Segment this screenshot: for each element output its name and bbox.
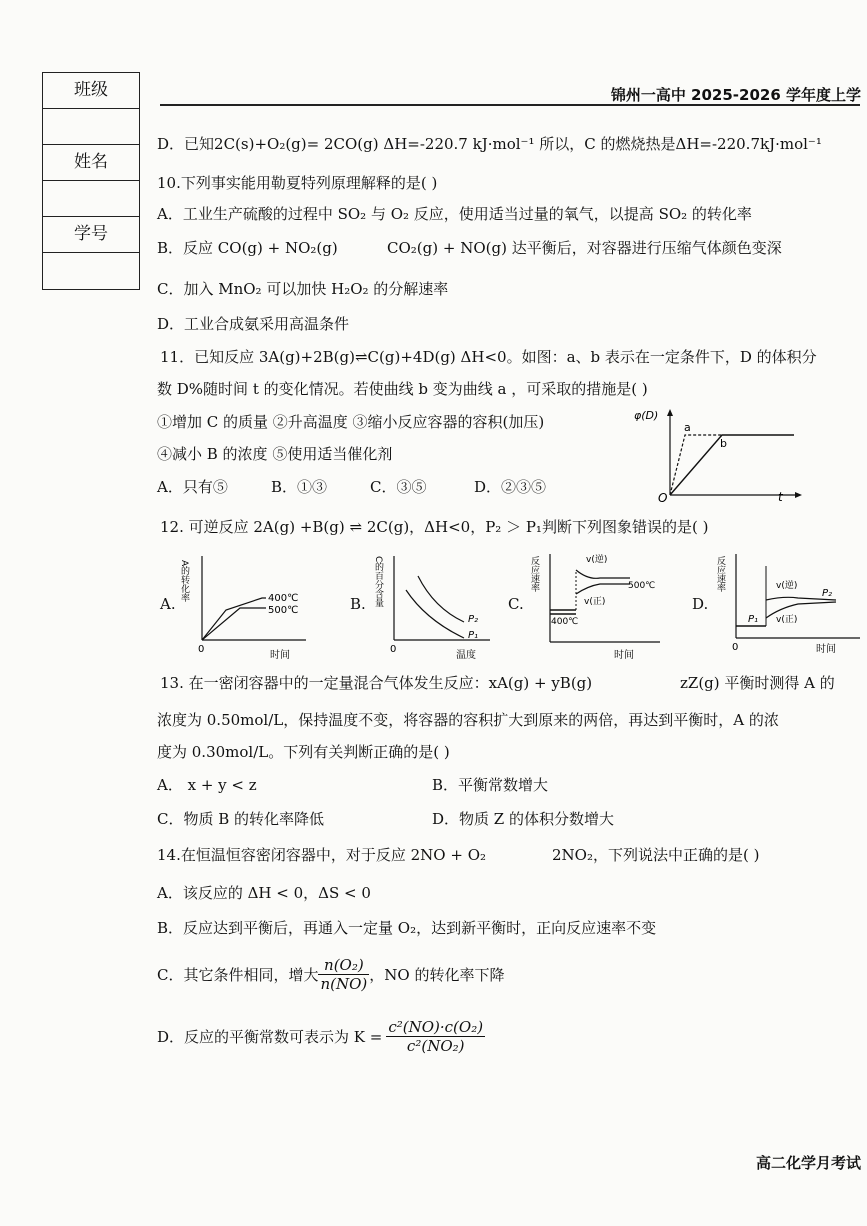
q14-c-den: n(NO) xyxy=(320,975,368,993)
class-label: 班级 xyxy=(43,73,139,109)
q14-d-text-left: D．反应的平衡常数可表示为 K = xyxy=(157,1028,383,1046)
q12d-p2: P₂ xyxy=(822,588,833,599)
q14-d-fraction xyxy=(386,1018,485,1055)
q12c-vdown: v(正) xyxy=(584,597,606,607)
q11-curve-b xyxy=(670,435,794,495)
q14-stem-left: 14.在恒温恒容密闭容器中，对于反应 2NO + O₂ xyxy=(157,846,487,864)
q11-label-b: b xyxy=(720,437,727,450)
q11-choices-1: ①增加 C 的质量 ②升高温度 ③缩小反应容器的容积(加压) xyxy=(157,413,545,431)
q12d-ylabel: 反应速率 xyxy=(715,556,725,592)
name-field[interactable] xyxy=(43,181,139,217)
q12d-xlabel: 时间 xyxy=(816,644,836,655)
q12b-ylabel: C的百分含量 xyxy=(373,556,383,608)
q13-option-c: C．物质 B 的转化率降低 xyxy=(157,810,325,828)
q11-origin: O xyxy=(658,491,668,505)
q14-c-num: n(O₂) xyxy=(318,956,369,975)
q11-graph xyxy=(630,405,805,505)
q13-stem-1-right: zZ(g) 平衡时测得 A 的 xyxy=(680,674,835,692)
q11-option-d: D．②③⑤ xyxy=(474,478,547,496)
q13-option-a: A． x + y < z xyxy=(157,776,257,794)
q14-option-c xyxy=(157,956,504,993)
q12b-origin: 0 xyxy=(390,644,397,655)
q11-choices-2: ④减小 B 的浓度 ⑤使用适当催化剂 xyxy=(157,445,393,463)
q11-stem-2: 数 D%随时间 t 的变化情况。若使曲线 b 变为曲线 a ，可采取的措施是( ) xyxy=(157,380,648,398)
q12-option-d: D. xyxy=(692,595,709,613)
q11-option-b: B．①③ xyxy=(271,478,328,496)
q12a-xlabel: 时间 xyxy=(270,650,290,661)
class-field[interactable] xyxy=(43,109,139,145)
q13-stem-1-left: 13. 在一密闭容器中的一定量混合气体发生反应：xA(g) + yB(g) xyxy=(160,674,593,692)
q12c-ylabel: 反应速率 xyxy=(529,556,539,592)
q14-c-text-left: C．其它条件相同，增大 xyxy=(157,966,319,984)
q11-label-a: a xyxy=(684,421,691,434)
q10-option-b-right: CO₂(g) + NO(g) 达平衡后，对容器进行压缩气体颜色变深 xyxy=(387,239,782,257)
name-label: 姓名 xyxy=(43,145,139,181)
student-id-label: 学号 xyxy=(43,217,139,253)
q12-graph-b xyxy=(372,550,497,662)
q14-stem-right: 2NO₂，下列说法中正确的是( ) xyxy=(552,846,760,864)
footer-title: 高二化学月考试 xyxy=(755,1154,861,1172)
q14-option-a: A．该反应的 ΔH < 0，ΔS < 0 xyxy=(157,884,371,902)
q10-option-c: C．加入 MnO₂ 可以加快 H₂O₂ 的分解速率 xyxy=(157,280,449,298)
q14-d-den: c²(NO₂) xyxy=(406,1037,465,1055)
q12c-down xyxy=(576,584,630,594)
school-title: 锦州一高中 2025-2026 学年度上学 xyxy=(610,86,861,104)
q12b-curve-p1 xyxy=(406,590,464,638)
q11-y-label: φ(D) xyxy=(634,409,659,422)
q10-option-d: D．工业合成氨采用高温条件 xyxy=(157,315,350,333)
q12d-vup: v(逆) xyxy=(776,581,798,591)
q12b-xlabel: 温度 xyxy=(456,650,476,661)
q12a-origin: 0 xyxy=(198,644,205,655)
q11-option-a: A．只有⑤ xyxy=(157,478,228,496)
q12-option-a: A. xyxy=(160,595,176,613)
q12c-up xyxy=(576,570,630,578)
q12a-curve-400 xyxy=(202,598,266,640)
q12a-l1: 400℃ xyxy=(268,593,299,604)
q11-x-label: t xyxy=(778,490,783,504)
q12-option-c: C. xyxy=(508,595,524,613)
q10-option-b-left: B．反应 CO(g) + NO₂(g) xyxy=(157,239,338,257)
q14-option-b: B．反应达到平衡后，再通入一定量 O₂，达到新平衡时，正向反应速率不变 xyxy=(157,919,657,937)
student-id-field[interactable] xyxy=(43,253,139,288)
q12-option-b: B. xyxy=(350,595,366,613)
q12c-vup: v(逆) xyxy=(586,555,608,565)
q13-option-d: D．物质 Z 的体积分数增大 xyxy=(432,810,614,828)
q13-option-b: B．平衡常数增大 xyxy=(432,776,549,794)
q12d-vdown: v(正) xyxy=(776,615,798,625)
q12-graph-a xyxy=(178,550,313,662)
q12-graph-d xyxy=(715,548,863,662)
q12c-xlabel: 时间 xyxy=(614,650,634,661)
q11-stem-1: 11．已知反应 3A(g)+2B(g)⇌C(g)+4D(g) ΔH<0。如图：a、b 表示在一定条件下，D 的体积分 xyxy=(160,348,817,366)
student-info-box xyxy=(42,72,140,290)
q12d-origin: 0 xyxy=(732,642,739,653)
q13-stem-3: 度为 0.30mol/L。下列有关判断正确的是( ) xyxy=(157,743,450,761)
q12b-l2: P₁ xyxy=(468,630,479,641)
q9-option-d: D．已知2C(s)+O₂(g)= 2CO(g) ΔH=-220.7 kJ·mol⁻¹ 所以，C 的燃烧热是ΔH=-220.7kJ·mol⁻¹ xyxy=(157,135,822,153)
q14-c-text-right: ，NO 的转化率下降 xyxy=(369,966,505,984)
q12-stem: 12. 可逆反应 2A(g) +B(g) ⇌ 2C(g)，ΔH<0，P₂ ＞ P₁判断下列图象错误的是( ) xyxy=(160,518,709,536)
q12-graph-c xyxy=(530,548,665,662)
q14-option-d xyxy=(157,1018,485,1055)
q11-option-c: C．③⑤ xyxy=(370,478,427,496)
q10-stem: 10.下列事实能用勒夏特列原理解释的是( ) xyxy=(157,174,438,192)
q12a-l2: 500℃ xyxy=(268,605,299,616)
q12a-curve-500 xyxy=(202,608,266,640)
q13-stem-2: 浓度为 0.50mol/L，保持温度不变，将容器的容积扩大到原来的两倍，再达到平衡时，A 的浓 xyxy=(157,711,779,729)
q14-c-fraction xyxy=(318,956,369,993)
q12b-curve-p2 xyxy=(418,576,464,622)
q12b-l1: P₂ xyxy=(468,614,479,625)
q10-option-a: A．工业生产硫酸的过程中 SO₂ 与 O₂ 反应，使用适当过量的氧气，以提高 SO₂ 的转化率 xyxy=(157,205,752,223)
q12d-p1: P₁ xyxy=(748,614,759,625)
q12a-ylabel: A的转化率 xyxy=(179,560,189,603)
q12c-t1: 400℃ xyxy=(551,617,579,627)
q12c-t2: 500℃ xyxy=(628,581,656,591)
q14-d-num: c²(NO)·c(O₂) xyxy=(388,1018,484,1036)
